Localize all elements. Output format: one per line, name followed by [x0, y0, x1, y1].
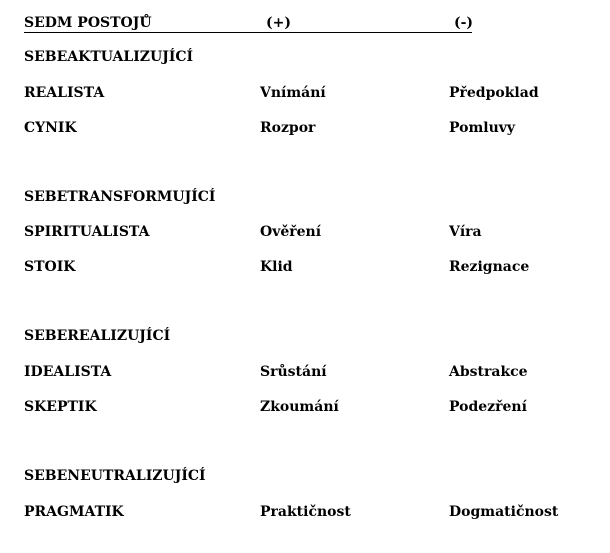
category-heading: SEBETRANSFORMUJÍCÍ [24, 189, 216, 205]
attitude-name: SPIRITUALISTA [24, 224, 150, 240]
negative-trait: Předpoklad [449, 85, 539, 101]
attitude-row [24, 362, 594, 382]
positive-trait: Ověření [260, 224, 322, 240]
attitude-row [24, 502, 594, 522]
positive-trait: Srůstání [260, 364, 327, 380]
attitude-row [24, 222, 594, 242]
positive-trait: Praktičnost [260, 504, 351, 520]
positive-trait: Zkoumání [260, 399, 339, 415]
negative-trait: Rezignace [449, 259, 530, 275]
attitude-name: IDEALISTA [24, 364, 112, 380]
attitude-row [24, 397, 594, 417]
positive-trait: Vnímání [260, 85, 326, 101]
attitude-name: SKEPTIK [24, 399, 97, 415]
category-heading: SEBENEUTRALIZUJÍCÍ [24, 468, 206, 484]
negative-trait: Abstrakce [449, 364, 528, 380]
positive-column-header: (+) [266, 15, 291, 31]
negative-trait: Pomluvy [449, 120, 516, 136]
attitude-name: STOIK [24, 259, 76, 275]
category-heading: SEBEAKTUALIZUJÍCÍ [24, 49, 194, 65]
negative-trait: Víra [449, 224, 482, 240]
attitude-row [24, 83, 594, 103]
category-heading: SEBEREALIZUJÍCÍ [24, 328, 171, 344]
attitude-name: CYNIK [24, 120, 77, 136]
attitude-row [24, 257, 594, 277]
attitude-name: PRAGMATIK [24, 504, 124, 520]
table-header [24, 14, 472, 33]
negative-trait: Dogmatičnost [449, 504, 559, 520]
attitude-row [24, 118, 594, 138]
attitude-name: REALISTA [24, 85, 105, 101]
document-title: SEDM POSTOJŮ [24, 15, 152, 31]
negative-column-header: (-) [454, 15, 474, 31]
negative-trait: Podezření [449, 399, 527, 415]
positive-trait: Rozpor [260, 120, 316, 136]
positive-trait: Klid [260, 259, 293, 275]
